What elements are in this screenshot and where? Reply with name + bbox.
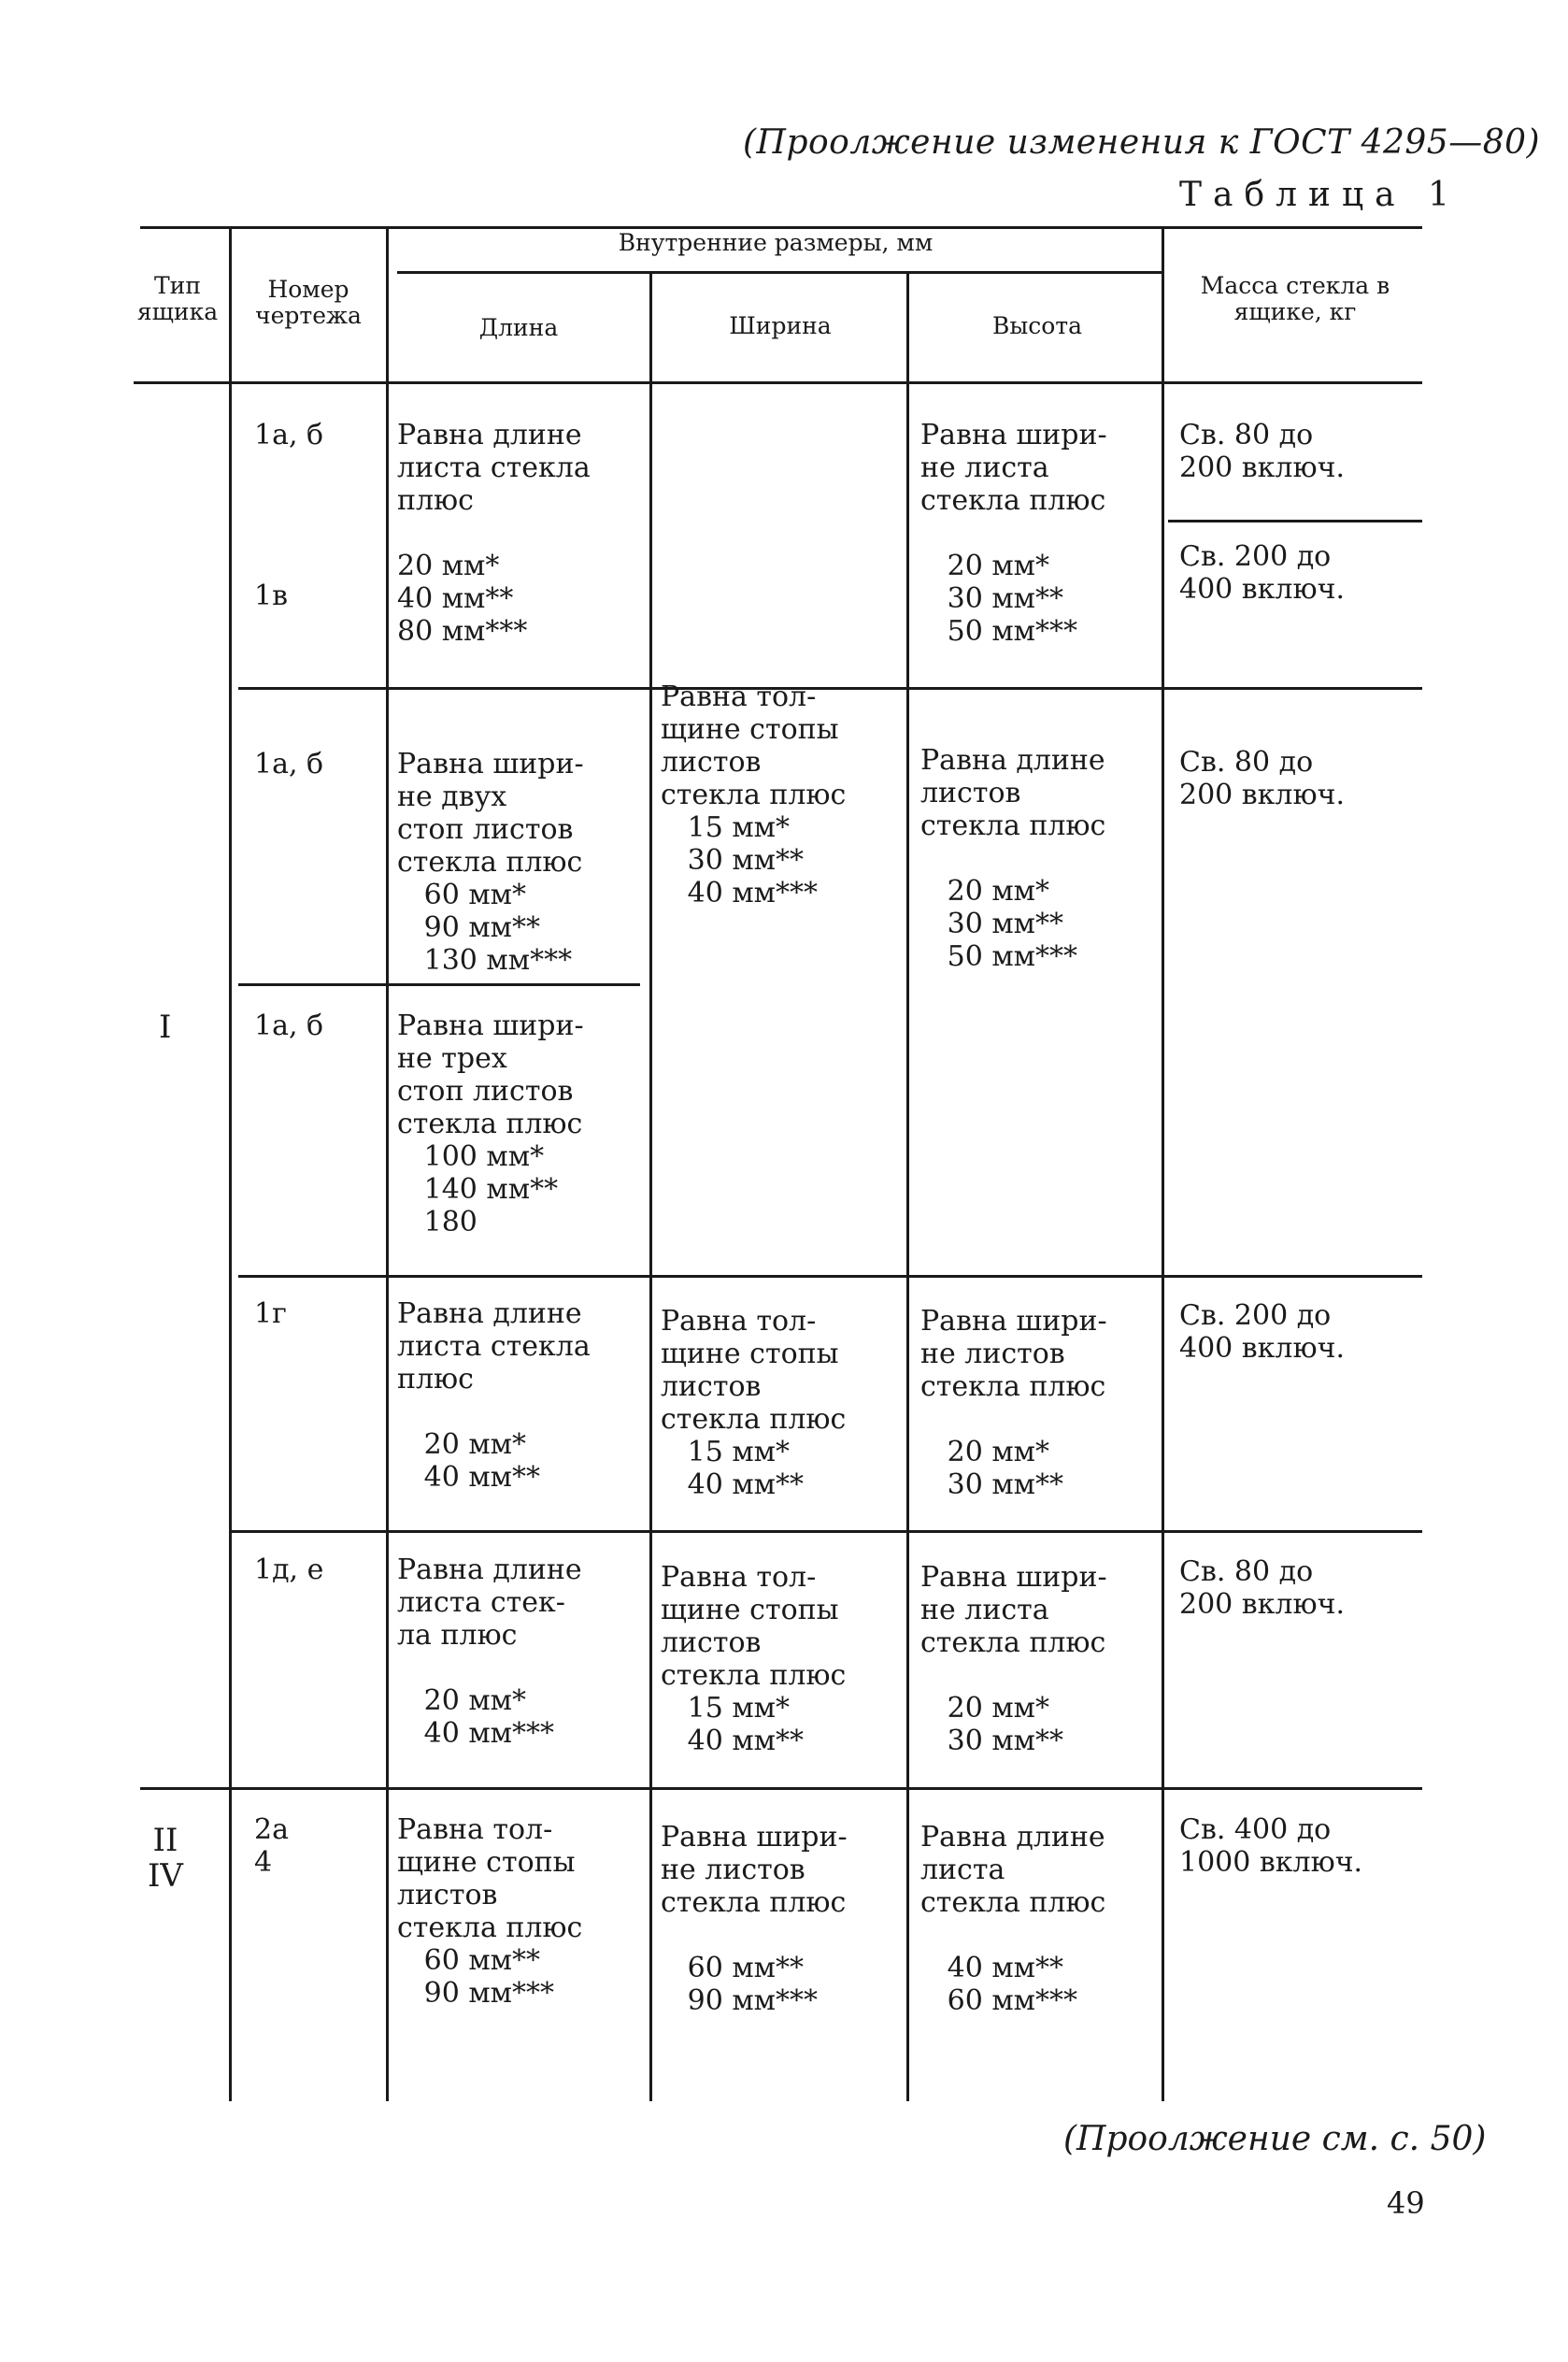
length-cell: Равна длине листа стекла плюс 20 мм* 40 мм** 80 мм*** (397, 419, 591, 648)
length-cell: Равна тол- щине стопы листов стекла плюс 60 мм** 90 мм*** (397, 1813, 583, 2010)
mass-cell: Св. 400 до 1000 включ. (1179, 1813, 1363, 1879)
width-cell: Равна шири- не листов стекла плюс 60 мм** 90 мм*** (661, 1821, 848, 2017)
drawing-cell: 1а, б (254, 419, 324, 451)
height-cell: Равна шири- не листа стекла плюс 20 мм* 30 мм** 50 мм*** (920, 419, 1107, 648)
continuation-note: (Проолжение изменения к ГОСТ 4295—80) (743, 123, 1541, 162)
col-header-length: Длина (478, 314, 559, 341)
length-cell: Равна шири- не двух стоп листов стекла плюс 60 мм* 90 мм** 130 мм*** (397, 748, 584, 977)
height-cell: Равна длине листов стекла плюс 20 мм* 30 мм** 50 мм*** (920, 744, 1106, 973)
drawing-cell: 1в (254, 580, 288, 612)
col-header-type: Тип ящика (136, 272, 219, 325)
width-cell: Равна тол- щине стопы листов стекла плюс 15 мм* 40 мм** (661, 1305, 847, 1501)
width-cell: Равна тол- щине стопы листов стекла плюс 15 мм* 30 мм** 40 мм*** (661, 680, 847, 909)
footer-continuation: (Проолжение см. с. 50) (1063, 2120, 1487, 2158)
mass-cell: Св. 80 до 200 включ. (1179, 1555, 1345, 1621)
mass-cell: Св. 80 до 200 включ. (1179, 746, 1345, 811)
mass-cell: Св. 200 до 400 включ. (1179, 540, 1345, 606)
col-header-drawing: Номер чертежа (255, 276, 362, 329)
length-cell: Равна длине листа стек- ла плюс 20 мм* 40 мм*** (397, 1553, 582, 1750)
length-cell: Равна длине листа стекла плюс 20 мм* 40 мм** (397, 1297, 591, 1494)
col-header-width: Ширина (729, 312, 832, 339)
mass-cell: Св. 80 до 200 включ. (1179, 419, 1345, 484)
page-number: 49 (1387, 2185, 1425, 2221)
width-cell: Равна тол- щине стопы листов стекла плюс 15 мм* 40 мм** (661, 1561, 847, 1757)
drawing-cell: 1д, е (254, 1553, 324, 1586)
col-header-mass: Масса стекла в ящике, кг (1200, 272, 1390, 325)
box-type-ii-iv: II IV (148, 1822, 183, 1895)
height-cell: Равна шири- не листа стекла плюс 20 мм* 30 мм** (920, 1561, 1107, 1757)
length-cell: Равна шири- не трех стоп листов стекла плюс 100 мм* 140 мм** 180 (397, 1009, 584, 1238)
drawing-cell: 1а, б (254, 748, 324, 780)
mass-cell: Св. 200 до 400 включ. (1179, 1299, 1345, 1365)
col-header-height: Высота (991, 312, 1083, 339)
height-cell: Равна шири- не листов стекла плюс 20 мм* 30 мм** (920, 1305, 1107, 1501)
col-header-inner-dims: Внутренние размеры, мм (618, 229, 934, 256)
table-title: Таблица 1 (1179, 176, 1461, 214)
drawing-cell: 2а 4 (254, 1813, 289, 1879)
drawing-cell: 1г (254, 1297, 287, 1330)
drawing-cell: 1а, б (254, 1009, 324, 1042)
height-cell: Равна длине листа стекла плюс 40 мм** 60 мм*** (920, 1821, 1106, 2017)
box-type-i: I (159, 1009, 172, 1046)
